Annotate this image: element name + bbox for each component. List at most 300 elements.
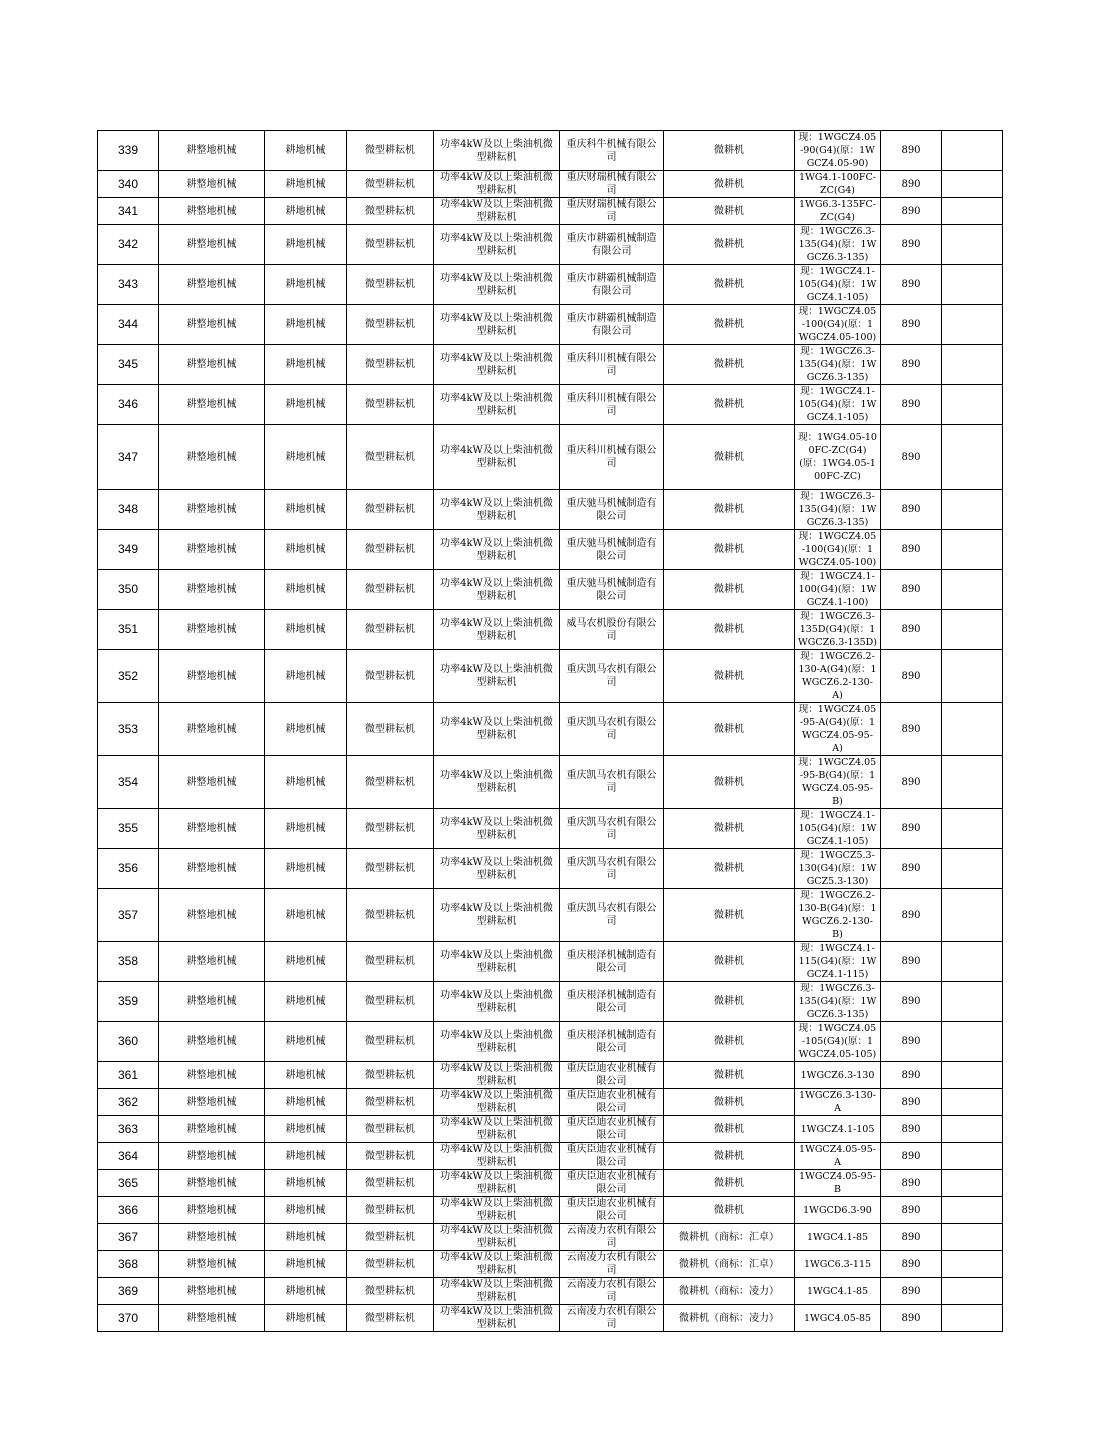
cell-product-name: 微耕机	[664, 530, 795, 570]
cell-serial-number: 364	[98, 1143, 159, 1170]
cell-product-name: 微耕机	[664, 1116, 795, 1143]
cell-subcategory: 耕地机械	[265, 385, 347, 425]
cell-item-class: 微型耕耘机	[347, 1062, 434, 1089]
cell-item-class: 微型耕耘机	[347, 1170, 434, 1197]
table-row	[98, 1170, 1003, 1197]
cell-grade-spec: 功率4kW及以上柴油机微型耕耘机	[434, 809, 560, 849]
cell-category: 耕整地机械	[159, 650, 265, 703]
cell-subsidy-amount: 890	[881, 385, 942, 425]
cell-grade-spec: 功率4kW及以上柴油机微型耕耘机	[434, 385, 560, 425]
cell-manufacturer: 重庆凯马农机有限公司	[560, 849, 664, 889]
cell-serial-number: 339	[98, 131, 159, 171]
cell-manufacturer: 重庆根泽机械制造有限公司	[560, 1022, 664, 1062]
cell-serial-number: 354	[98, 756, 159, 809]
cell-serial-number: 365	[98, 1170, 159, 1197]
cell-subcategory: 耕地机械	[265, 982, 347, 1022]
cell-subsidy-amount: 890	[881, 1062, 942, 1089]
cell-subcategory: 耕地机械	[265, 1251, 347, 1278]
cell-product-name: 微耕机	[664, 425, 795, 490]
cell-note	[942, 225, 1003, 265]
cell-manufacturer: 云南凌力农机有限公司	[560, 1251, 664, 1278]
cell-note	[942, 265, 1003, 305]
cell-manufacturer: 重庆驰马机械制造有限公司	[560, 490, 664, 530]
cell-grade-spec: 功率4kW及以上柴油机微型耕耘机	[434, 265, 560, 305]
cell-grade-spec: 功率4kW及以上柴油机微型耕耘机	[434, 225, 560, 265]
cell-subcategory: 耕地机械	[265, 1170, 347, 1197]
cell-subsidy-amount: 890	[881, 1089, 942, 1116]
cell-manufacturer: 重庆科川机械有限公司	[560, 345, 664, 385]
cell-serial-number: 361	[98, 1062, 159, 1089]
cell-grade-spec: 功率4kW及以上柴油机微型耕耘机	[434, 1305, 560, 1332]
cell-product-name: 微耕机	[664, 570, 795, 610]
cell-item-class: 微型耕耘机	[347, 1251, 434, 1278]
cell-note	[942, 1224, 1003, 1251]
cell-grade-spec: 功率4kW及以上柴油机微型耕耘机	[434, 198, 560, 225]
cell-item-class: 微型耕耘机	[347, 1197, 434, 1224]
cell-model: 1WGCD6.3-90	[795, 1197, 881, 1224]
cell-item-class: 微型耕耘机	[347, 1116, 434, 1143]
table-body	[98, 131, 1003, 1332]
cell-item-class: 微型耕耘机	[347, 1089, 434, 1116]
cell-category: 耕整地机械	[159, 1224, 265, 1251]
cell-category: 耕整地机械	[159, 385, 265, 425]
cell-subcategory: 耕地机械	[265, 809, 347, 849]
cell-serial-number: 362	[98, 1089, 159, 1116]
cell-item-class: 微型耕耘机	[347, 1224, 434, 1251]
cell-manufacturer: 重庆臣迪农业机械有限公司	[560, 1062, 664, 1089]
cell-grade-spec: 功率4kW及以上柴油机微型耕耘机	[434, 1224, 560, 1251]
cell-note	[942, 171, 1003, 198]
cell-note	[942, 1197, 1003, 1224]
cell-serial-number: 355	[98, 809, 159, 849]
cell-category: 耕整地机械	[159, 1143, 265, 1170]
table-row	[98, 198, 1003, 225]
cell-manufacturer: 重庆市耕霸机械制造有限公司	[560, 305, 664, 345]
cell-note	[942, 1251, 1003, 1278]
cell-subcategory: 耕地机械	[265, 198, 347, 225]
cell-category: 耕整地机械	[159, 889, 265, 942]
cell-item-class: 微型耕耘机	[347, 756, 434, 809]
table-row	[98, 1278, 1003, 1305]
cell-model: 现：1WGCZ4.1-105(G4)(原：1WGCZ4.1-105)	[795, 265, 881, 305]
cell-model: 现：1WGCZ4.05-100(G4)(原：1WGCZ4.05-100)	[795, 530, 881, 570]
cell-category: 耕整地机械	[159, 530, 265, 570]
cell-subsidy-amount: 890	[881, 171, 942, 198]
cell-subsidy-amount: 890	[881, 1143, 942, 1170]
table-row	[98, 1022, 1003, 1062]
table-row	[98, 425, 1003, 490]
cell-model: 现：1WGCZ6.3-135(G4)(原：1WGCZ6.3-135)	[795, 225, 881, 265]
cell-manufacturer: 重庆凯马农机有限公司	[560, 703, 664, 756]
cell-product-name: 微耕机	[664, 225, 795, 265]
cell-model: 1WGCZ6.3-130-A	[795, 1089, 881, 1116]
cell-category: 耕整地机械	[159, 1089, 265, 1116]
cell-item-class: 微型耕耘机	[347, 849, 434, 889]
cell-product-name: 微耕机	[664, 849, 795, 889]
cell-model: 现：1WGCZ6.2-130-A(G4)(原：1WGCZ6.2-130-A)	[795, 650, 881, 703]
cell-manufacturer: 重庆根泽机械制造有限公司	[560, 942, 664, 982]
cell-subsidy-amount: 890	[881, 425, 942, 490]
cell-model: 现：1WGCZ6.3-135(G4)(原：1WGCZ6.3-135)	[795, 490, 881, 530]
cell-category: 耕整地机械	[159, 982, 265, 1022]
cell-subcategory: 耕地机械	[265, 345, 347, 385]
cell-note	[942, 610, 1003, 650]
cell-item-class: 微型耕耘机	[347, 1022, 434, 1062]
cell-item-class: 微型耕耘机	[347, 425, 434, 490]
cell-serial-number: 352	[98, 650, 159, 703]
cell-product-name: 微耕机	[664, 198, 795, 225]
cell-subsidy-amount: 890	[881, 1170, 942, 1197]
cell-category: 耕整地机械	[159, 225, 265, 265]
cell-subcategory: 耕地机械	[265, 942, 347, 982]
cell-manufacturer: 重庆科牛机械有限公司	[560, 131, 664, 171]
cell-serial-number: 369	[98, 1278, 159, 1305]
cell-item-class: 微型耕耘机	[347, 1143, 434, 1170]
cell-manufacturer: 重庆市耕霸机械制造有限公司	[560, 265, 664, 305]
table-row	[98, 1089, 1003, 1116]
cell-subsidy-amount: 890	[881, 225, 942, 265]
cell-category: 耕整地机械	[159, 425, 265, 490]
cell-product-name: 微耕机	[664, 131, 795, 171]
cell-note	[942, 385, 1003, 425]
cell-manufacturer: 重庆臣迪农业机械有限公司	[560, 1170, 664, 1197]
cell-model: 1WG6.3-135FC-ZC(G4)	[795, 198, 881, 225]
cell-product-name: 微耕机	[664, 171, 795, 198]
cell-item-class: 微型耕耘机	[347, 570, 434, 610]
cell-model: 现：1WGCZ4.1-105(G4)(原：1WGCZ4.1-105)	[795, 809, 881, 849]
cell-item-class: 微型耕耘机	[347, 345, 434, 385]
cell-note	[942, 1089, 1003, 1116]
cell-category: 耕整地机械	[159, 490, 265, 530]
cell-serial-number: 347	[98, 425, 159, 490]
cell-category: 耕整地机械	[159, 131, 265, 171]
cell-model: 1WGCZ4.05-95-B	[795, 1170, 881, 1197]
cell-category: 耕整地机械	[159, 1022, 265, 1062]
cell-subcategory: 耕地机械	[265, 650, 347, 703]
cell-manufacturer: 云南凌力农机有限公司	[560, 1224, 664, 1251]
cell-serial-number: 356	[98, 849, 159, 889]
cell-subcategory: 耕地机械	[265, 265, 347, 305]
cell-category: 耕整地机械	[159, 703, 265, 756]
cell-manufacturer: 重庆臣迪农业机械有限公司	[560, 1143, 664, 1170]
cell-subsidy-amount: 890	[881, 942, 942, 982]
cell-product-name: 微耕机	[664, 650, 795, 703]
cell-grade-spec: 功率4kW及以上柴油机微型耕耘机	[434, 1197, 560, 1224]
cell-grade-spec: 功率4kW及以上柴油机微型耕耘机	[434, 982, 560, 1022]
cell-note	[942, 889, 1003, 942]
cell-category: 耕整地机械	[159, 1278, 265, 1305]
cell-category: 耕整地机械	[159, 345, 265, 385]
table-row	[98, 171, 1003, 198]
cell-category: 耕整地机械	[159, 610, 265, 650]
table-row	[98, 1143, 1003, 1170]
table-row	[98, 849, 1003, 889]
cell-subcategory: 耕地机械	[265, 1197, 347, 1224]
cell-category: 耕整地机械	[159, 1062, 265, 1089]
cell-subsidy-amount: 890	[881, 530, 942, 570]
cell-product-name: 微耕机	[664, 982, 795, 1022]
cell-subsidy-amount: 890	[881, 131, 942, 171]
cell-subsidy-amount: 890	[881, 490, 942, 530]
cell-model: 1WGC4.1-85	[795, 1278, 881, 1305]
cell-note	[942, 490, 1003, 530]
cell-serial-number: 367	[98, 1224, 159, 1251]
table-row	[98, 650, 1003, 703]
cell-product-name: 微耕机（商标：凌力）	[664, 1305, 795, 1332]
cell-subcategory: 耕地机械	[265, 756, 347, 809]
table-row	[98, 703, 1003, 756]
cell-note	[942, 982, 1003, 1022]
cell-grade-spec: 功率4kW及以上柴油机微型耕耘机	[434, 131, 560, 171]
cell-item-class: 微型耕耘机	[347, 1305, 434, 1332]
table-row	[98, 345, 1003, 385]
cell-manufacturer: 威马农机股份有限公司	[560, 610, 664, 650]
cell-note	[942, 570, 1003, 610]
cell-grade-spec: 功率4kW及以上柴油机微型耕耘机	[434, 1251, 560, 1278]
cell-serial-number: 341	[98, 198, 159, 225]
cell-item-class: 微型耕耘机	[347, 385, 434, 425]
cell-category: 耕整地机械	[159, 756, 265, 809]
cell-subcategory: 耕地机械	[265, 849, 347, 889]
cell-model: 现：1WGCZ4.1-115(G4)(原：1WGCZ4.1-115)	[795, 942, 881, 982]
cell-category: 耕整地机械	[159, 1197, 265, 1224]
cell-note	[942, 345, 1003, 385]
cell-subcategory: 耕地机械	[265, 1143, 347, 1170]
cell-manufacturer: 重庆凯马农机有限公司	[560, 809, 664, 849]
cell-grade-spec: 功率4kW及以上柴油机微型耕耘机	[434, 1143, 560, 1170]
table-row	[98, 1305, 1003, 1332]
cell-serial-number: 340	[98, 171, 159, 198]
cell-item-class: 微型耕耘机	[347, 225, 434, 265]
cell-product-name: 微耕机	[664, 490, 795, 530]
cell-subsidy-amount: 890	[881, 610, 942, 650]
cell-product-name: 微耕机	[664, 889, 795, 942]
cell-subcategory: 耕地机械	[265, 1022, 347, 1062]
cell-grade-spec: 功率4kW及以上柴油机微型耕耘机	[434, 345, 560, 385]
cell-serial-number: 346	[98, 385, 159, 425]
cell-model: 现：1WGCZ6.3-135(G4)(原：1WGCZ6.3-135)	[795, 345, 881, 385]
cell-product-name: 微耕机	[664, 385, 795, 425]
cell-model: 1WG4.1-100FC-ZC(G4)	[795, 171, 881, 198]
table-row	[98, 756, 1003, 809]
cell-product-name: 微耕机	[664, 1143, 795, 1170]
cell-grade-spec: 功率4kW及以上柴油机微型耕耘机	[434, 756, 560, 809]
cell-serial-number: 344	[98, 305, 159, 345]
cell-product-name: 微耕机	[664, 756, 795, 809]
cell-model: 现：1WGCZ4.05-95-B(G4)(原：1WGCZ4.05-95-B)	[795, 756, 881, 809]
cell-manufacturer: 重庆凯马农机有限公司	[560, 756, 664, 809]
cell-grade-spec: 功率4kW及以上柴油机微型耕耘机	[434, 570, 560, 610]
cell-model: 1WGC4.1-85	[795, 1224, 881, 1251]
cell-model: 1WGC4.05-85	[795, 1305, 881, 1332]
table-row	[98, 225, 1003, 265]
cell-manufacturer: 重庆财瑞机械有限公司	[560, 171, 664, 198]
cell-item-class: 微型耕耘机	[347, 198, 434, 225]
cell-serial-number: 348	[98, 490, 159, 530]
cell-category: 耕整地机械	[159, 305, 265, 345]
table-row	[98, 942, 1003, 982]
table-row	[98, 131, 1003, 171]
cell-model: 现：1WGCZ6.3-135(G4)(原：1WGCZ6.3-135)	[795, 982, 881, 1022]
cell-subsidy-amount: 890	[881, 1116, 942, 1143]
cell-subcategory: 耕地机械	[265, 889, 347, 942]
cell-subcategory: 耕地机械	[265, 610, 347, 650]
cell-grade-spec: 功率4kW及以上柴油机微型耕耘机	[434, 490, 560, 530]
cell-item-class: 微型耕耘机	[347, 305, 434, 345]
cell-grade-spec: 功率4kW及以上柴油机微型耕耘机	[434, 889, 560, 942]
cell-model: 现：1WGCZ6.3-135D(G4)(原：1WGCZ6.3-135D)	[795, 610, 881, 650]
table-row	[98, 385, 1003, 425]
cell-grade-spec: 功率4kW及以上柴油机微型耕耘机	[434, 1278, 560, 1305]
cell-model: 1WGC6.3-115	[795, 1251, 881, 1278]
cell-product-name: 微耕机	[664, 305, 795, 345]
cell-note	[942, 942, 1003, 982]
cell-subcategory: 耕地机械	[265, 530, 347, 570]
cell-item-class: 微型耕耘机	[347, 889, 434, 942]
cell-item-class: 微型耕耘机	[347, 171, 434, 198]
cell-subsidy-amount: 890	[881, 1278, 942, 1305]
cell-subcategory: 耕地机械	[265, 171, 347, 198]
cell-note	[942, 425, 1003, 490]
cell-manufacturer: 重庆臣迪农业机械有限公司	[560, 1197, 664, 1224]
cell-subcategory: 耕地机械	[265, 1116, 347, 1143]
cell-category: 耕整地机械	[159, 942, 265, 982]
cell-subcategory: 耕地机械	[265, 703, 347, 756]
cell-grade-spec: 功率4kW及以上柴油机微型耕耘机	[434, 610, 560, 650]
subsidy-catalog-table	[97, 130, 1003, 1332]
cell-product-name: 微耕机	[664, 942, 795, 982]
table-row	[98, 490, 1003, 530]
table-row	[98, 1116, 1003, 1143]
cell-subsidy-amount: 890	[881, 703, 942, 756]
cell-note	[942, 849, 1003, 889]
cell-grade-spec: 功率4kW及以上柴油机微型耕耘机	[434, 1116, 560, 1143]
cell-serial-number: 343	[98, 265, 159, 305]
cell-item-class: 微型耕耘机	[347, 982, 434, 1022]
cell-model: 1WGCZ4.1-105	[795, 1116, 881, 1143]
cell-serial-number: 368	[98, 1251, 159, 1278]
cell-product-name: 微耕机	[664, 1089, 795, 1116]
cell-serial-number: 353	[98, 703, 159, 756]
cell-serial-number: 357	[98, 889, 159, 942]
cell-subcategory: 耕地机械	[265, 1089, 347, 1116]
cell-grade-spec: 功率4kW及以上柴油机微型耕耘机	[434, 1089, 560, 1116]
cell-note	[942, 530, 1003, 570]
table-row	[98, 610, 1003, 650]
cell-subsidy-amount: 890	[881, 305, 942, 345]
cell-subcategory: 耕地机械	[265, 1224, 347, 1251]
table-row	[98, 1062, 1003, 1089]
cell-subsidy-amount: 890	[881, 982, 942, 1022]
cell-model: 现：1WGCZ4.05-95-A(G4)(原：1WGCZ4.05-95-A)	[795, 703, 881, 756]
cell-subsidy-amount: 890	[881, 650, 942, 703]
cell-grade-spec: 功率4kW及以上柴油机微型耕耘机	[434, 849, 560, 889]
cell-product-name: 微耕机	[664, 1170, 795, 1197]
cell-model: 现：1WGCZ4.05-100(G4)(原：1WGCZ4.05-100)	[795, 305, 881, 345]
cell-grade-spec: 功率4kW及以上柴油机微型耕耘机	[434, 1062, 560, 1089]
cell-product-name: 微耕机	[664, 703, 795, 756]
cell-product-name: 微耕机	[664, 1022, 795, 1062]
cell-product-name: 微耕机（商标：凌力）	[664, 1278, 795, 1305]
cell-model: 现：1WGCZ4.05-90(G4)(原：1WGCZ4.05-90)	[795, 131, 881, 171]
cell-note	[942, 131, 1003, 171]
cell-product-name: 微耕机	[664, 1197, 795, 1224]
cell-subcategory: 耕地机械	[265, 1062, 347, 1089]
cell-item-class: 微型耕耘机	[347, 610, 434, 650]
cell-product-name: 微耕机	[664, 610, 795, 650]
cell-manufacturer: 重庆臣迪农业机械有限公司	[560, 1116, 664, 1143]
table-row	[98, 1251, 1003, 1278]
cell-category: 耕整地机械	[159, 849, 265, 889]
cell-model: 现：1WGCZ4.1-100(G4)(原：1WGCZ4.1-100)	[795, 570, 881, 610]
cell-item-class: 微型耕耘机	[347, 650, 434, 703]
table-row	[98, 305, 1003, 345]
cell-model: 现：1WGCZ4.1-105(G4)(原：1WGCZ4.1-105)	[795, 385, 881, 425]
cell-subsidy-amount: 890	[881, 1022, 942, 1062]
cell-grade-spec: 功率4kW及以上柴油机微型耕耘机	[434, 171, 560, 198]
cell-subcategory: 耕地机械	[265, 305, 347, 345]
cell-serial-number: 363	[98, 1116, 159, 1143]
table-row	[98, 809, 1003, 849]
cell-subcategory: 耕地机械	[265, 490, 347, 530]
cell-product-name: 微耕机	[664, 809, 795, 849]
cell-grade-spec: 功率4kW及以上柴油机微型耕耘机	[434, 703, 560, 756]
cell-subsidy-amount: 890	[881, 1224, 942, 1251]
cell-category: 耕整地机械	[159, 171, 265, 198]
cell-subcategory: 耕地机械	[265, 131, 347, 171]
cell-note	[942, 305, 1003, 345]
cell-grade-spec: 功率4kW及以上柴油机微型耕耘机	[434, 1022, 560, 1062]
cell-note	[942, 1278, 1003, 1305]
cell-model: 现：1WG4.05-100FC-ZC(G4)(原：1WG4.05-100FC-ZC)	[795, 425, 881, 490]
cell-serial-number: 349	[98, 530, 159, 570]
cell-item-class: 微型耕耘机	[347, 703, 434, 756]
cell-subsidy-amount: 890	[881, 1197, 942, 1224]
cell-manufacturer: 重庆凯马农机有限公司	[560, 650, 664, 703]
cell-item-class: 微型耕耘机	[347, 809, 434, 849]
cell-category: 耕整地机械	[159, 198, 265, 225]
cell-serial-number: 358	[98, 942, 159, 982]
cell-subsidy-amount: 890	[881, 809, 942, 849]
table-row	[98, 265, 1003, 305]
cell-serial-number: 359	[98, 982, 159, 1022]
cell-item-class: 微型耕耘机	[347, 265, 434, 305]
cell-category: 耕整地机械	[159, 1251, 265, 1278]
cell-manufacturer: 重庆驰马机械制造有限公司	[560, 570, 664, 610]
cell-manufacturer: 云南凌力农机有限公司	[560, 1278, 664, 1305]
cell-item-class: 微型耕耘机	[347, 490, 434, 530]
cell-note	[942, 1062, 1003, 1089]
cell-item-class: 微型耕耘机	[347, 942, 434, 982]
cell-note	[942, 809, 1003, 849]
cell-note	[942, 1170, 1003, 1197]
cell-note	[942, 198, 1003, 225]
cell-category: 耕整地机械	[159, 570, 265, 610]
cell-grade-spec: 功率4kW及以上柴油机微型耕耘机	[434, 425, 560, 490]
cell-note	[942, 1143, 1003, 1170]
cell-model: 1WGCZ4.05-95-A	[795, 1143, 881, 1170]
cell-manufacturer: 重庆科川机械有限公司	[560, 385, 664, 425]
table-row	[98, 1197, 1003, 1224]
cell-model: 现：1WGCZ6.2-130-B(G4)(原：1WGCZ6.2-130-B)	[795, 889, 881, 942]
cell-product-name: 微耕机（商标：汇卓）	[664, 1224, 795, 1251]
cell-serial-number: 345	[98, 345, 159, 385]
cell-item-class: 微型耕耘机	[347, 1278, 434, 1305]
cell-subsidy-amount: 890	[881, 1305, 942, 1332]
cell-manufacturer: 重庆驰马机械制造有限公司	[560, 530, 664, 570]
cell-manufacturer: 重庆市耕霸机械制造有限公司	[560, 225, 664, 265]
cell-category: 耕整地机械	[159, 1116, 265, 1143]
